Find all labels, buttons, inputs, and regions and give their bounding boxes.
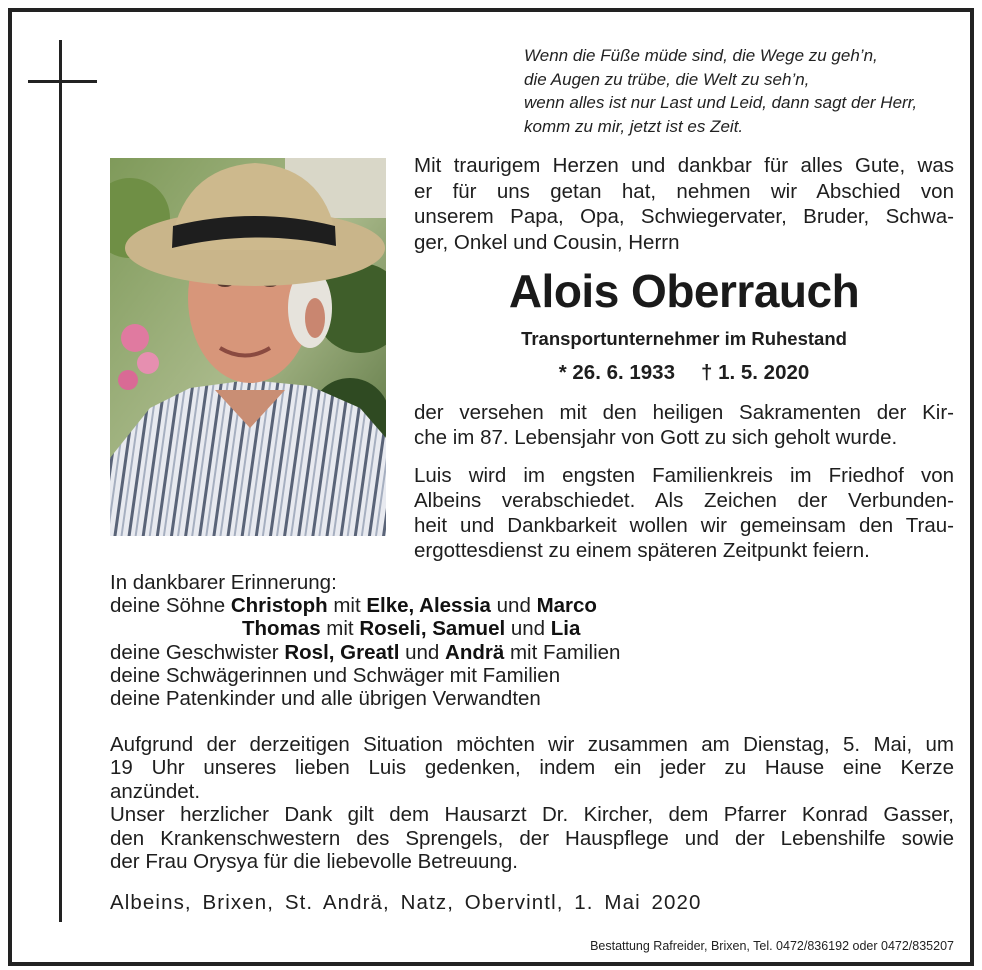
place-and-date: Albeins, Brixen, St. Andrä, Natz, Obervintl, 1. Mai 2020	[110, 891, 702, 914]
paragraph-line: ergottesdienst zu einem späteren Zeitpunkt feiern.	[414, 539, 870, 562]
family-heading: In dankbarer Erinnerung:	[110, 571, 337, 594]
poem-line: Wenn die Füße müde sind, die Wege zu geh’n,	[524, 46, 878, 65]
poem-line: komm zu mir, jetzt ist es Zeit.	[524, 116, 744, 136]
portrait-photo	[110, 158, 386, 536]
life-dates	[414, 361, 954, 385]
cross-icon-vertical	[59, 40, 62, 922]
deceased-profession: Transportunternehmer im Ruhestand	[521, 328, 847, 349]
paragraph-line: Albeins verabschiedet. Als Zeichen der Verbunden-	[414, 489, 954, 512]
intro-line: ger, Onkel und Cousin, Herrn	[414, 230, 680, 254]
farewell-paragraph	[414, 463, 954, 563]
family-line-siblings: deine Geschwister Rosl, Greatl und Andrä mit Familien	[110, 640, 621, 664]
family-line-son2: Thomas mit Roseli, Samuel und Lia	[242, 617, 581, 641]
cross-icon-horizontal	[28, 80, 97, 83]
death-date: † 1. 5. 2020	[700, 361, 810, 384]
notice-paragraph	[110, 733, 954, 873]
intro-line: Mit traurigem Herzen und dankbar für alles Gute, was	[414, 154, 954, 177]
intro-line: er für uns getan hat, nehmen wir Abschied von	[414, 179, 954, 203]
poem-line: wenn alles ist nur Last und Leid, dann sagt der Herr,	[524, 93, 918, 112]
portrait-illustration	[110, 158, 386, 536]
sacraments-paragraph	[414, 400, 954, 450]
paragraph-line: der versehen mit den heiligen Sakramenten der Kir-	[414, 401, 954, 424]
family-line-sons: deine Söhne Christoph mit Elke, Alessia und Marco	[110, 594, 597, 618]
intro-line: unserem Papa, Opa, Schwiegervater, Bruder, Schwa-	[414, 205, 954, 228]
poem-line: die Augen zu trübe, die Welt zu seh’n,	[524, 69, 810, 89]
notice-line: 19 Uhr unseres lieben Luis gedenken, indem ein jeder zu Hause eine Kerze	[110, 756, 954, 780]
notice-line: Aufgrund der derzeitigen Situation möchten wir zusammen am Dienstag, 5. Mai, um	[110, 733, 954, 756]
family-list	[110, 571, 670, 710]
notice-line: anzündet.	[110, 779, 201, 803]
notice-line: den Krankenschwestern des Sprengels, der Hauspflege und der Lebenshilfe sowie	[110, 826, 954, 850]
paragraph-line: che im 87. Lebensjahr von Gott zu sich geholt wurde.	[414, 426, 898, 449]
birth-date: * 26. 6. 1933	[558, 361, 675, 384]
family-line-godchildren: deine Patenkinder und alle übrigen Verwandten	[110, 687, 541, 711]
paragraph-line: Luis wird im engsten Familienkreis im Friedhof von	[414, 464, 954, 487]
deceased-name: Alois Oberrauch	[508, 265, 860, 317]
notice-line: der Frau Orysya für die liebevolle Betreuung.	[110, 850, 518, 874]
funeral-home-contact: Bestattung Rafreider, Brixen, Tel. 0472/836192 oder 0472/835207	[590, 939, 954, 953]
family-line-inlaws: deine Schwägerinnen und Schwäger mit Familien	[110, 663, 561, 687]
paragraph-line: heit und Dankbarkeit wollen wir gemeinsam den Trau-	[414, 514, 954, 537]
notice-line: Unser herzlicher Dank gilt dem Hausarzt Dr. Kircher, dem Pfarrer Konrad Gasser,	[110, 803, 954, 827]
memorial-poem	[524, 44, 964, 138]
intro-text	[414, 153, 954, 255]
